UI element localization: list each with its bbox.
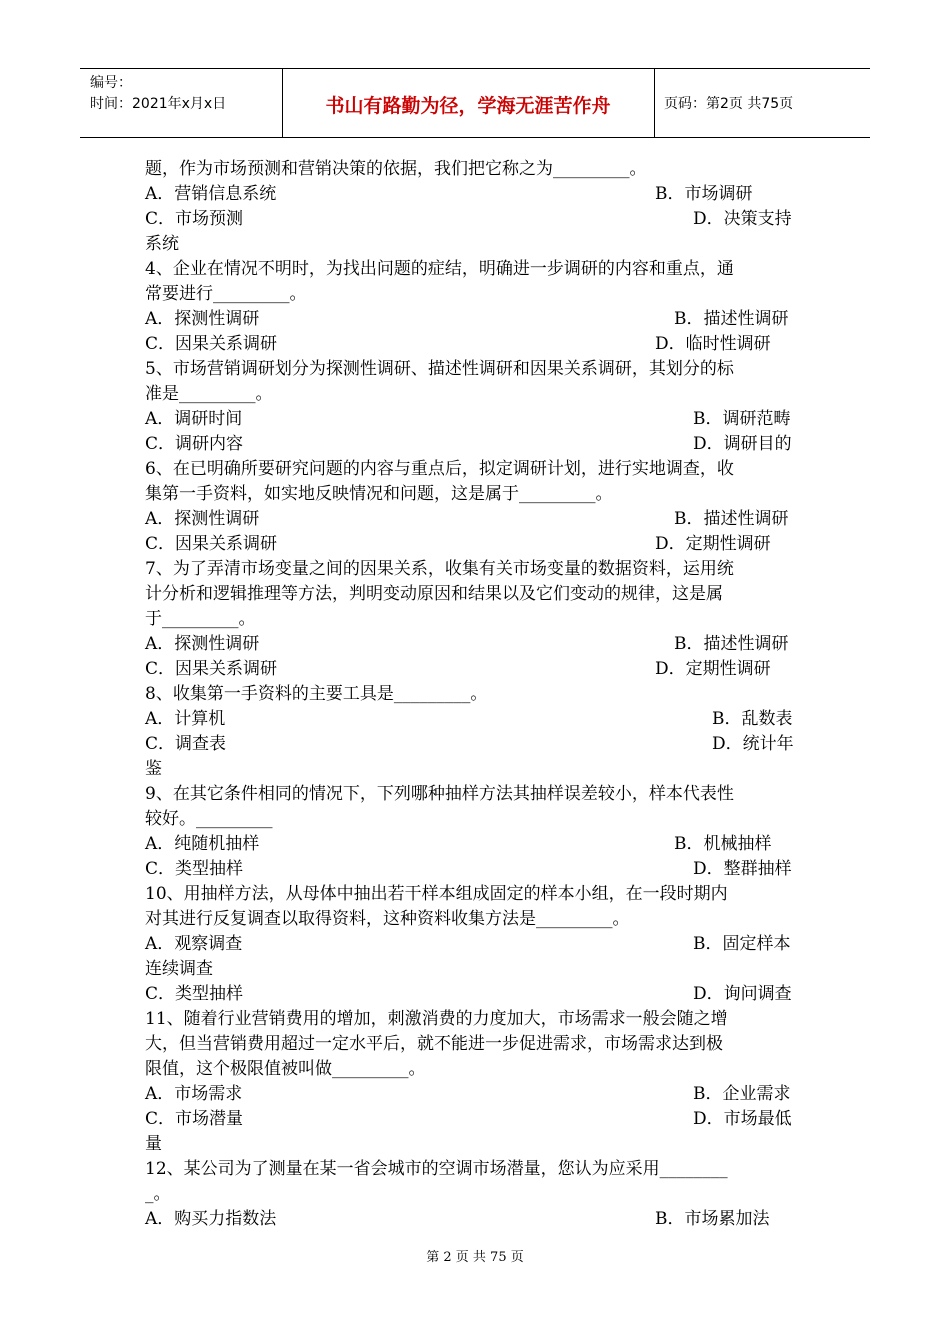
option-b: B．乱数表 bbox=[712, 709, 793, 729]
option-d: D．调研目的 bbox=[693, 434, 792, 454]
question-text: 11、随着行业营销费用的增加，刺激消费的力度加大，市场需求一般会随之增 bbox=[145, 1009, 728, 1029]
option-c: C．类型抽样 bbox=[145, 859, 244, 879]
option-d: D．市场最低 bbox=[693, 1109, 792, 1129]
option-c: C．因果关系调研 bbox=[145, 334, 278, 354]
question-text: 大，但当营销费用超过一定水平后，就不能进一步促进需求，市场需求达到极 bbox=[145, 1034, 723, 1054]
option-a: A．纯随机抽样 bbox=[145, 834, 260, 854]
option-b: B．市场累加法 bbox=[655, 1209, 770, 1229]
option-continuation: 鉴 bbox=[145, 759, 162, 779]
question-text: 4、企业在情况不明时，为找出问题的症结，明确进一步调研的内容和重点，通 bbox=[145, 259, 734, 279]
option-d: D．定期性调研 bbox=[655, 534, 771, 554]
option-d: D．决策支持 bbox=[693, 209, 792, 229]
option-a: A．市场需求 bbox=[145, 1084, 243, 1104]
option-a: A．探测性调研 bbox=[145, 634, 260, 654]
option-a: A．调研时间 bbox=[145, 409, 243, 429]
document-number-label: 编号： bbox=[90, 75, 132, 91]
option-continuation: 量 bbox=[145, 1134, 162, 1154]
question-text: _。 bbox=[145, 1184, 171, 1204]
option-c: C．因果关系调研 bbox=[145, 534, 278, 554]
option-b: B．描述性调研 bbox=[674, 509, 789, 529]
option-b: B．机械抽样 bbox=[674, 834, 772, 854]
option-b: B．描述性调研 bbox=[674, 309, 789, 329]
option-b: B．市场调研 bbox=[655, 184, 753, 204]
document-date: 时间：2021年x月x日 bbox=[90, 96, 227, 112]
option-b: B．企业需求 bbox=[693, 1084, 791, 1104]
option-b: B．调研范畴 bbox=[693, 409, 791, 429]
option-a: A．购买力指数法 bbox=[145, 1209, 277, 1229]
page-footer: 第 2 页 共 75 页 bbox=[426, 1250, 524, 1265]
question-text: 6、在已明确所要研究问题的内容与重点后，拟定调研计划，进行实地调查，收 bbox=[145, 459, 734, 479]
option-a: A．计算机 bbox=[145, 709, 226, 729]
option-c: C．因果关系调研 bbox=[145, 659, 278, 679]
option-c: C．市场潜量 bbox=[145, 1109, 244, 1129]
question-text: 8、收集第一手资料的主要工具是_________。 bbox=[145, 684, 488, 704]
question-text: 计分析和逻辑推理等方法，判明变动原因和结果以及它们变动的规律，这是属 bbox=[145, 584, 723, 604]
option-a: A．观察调查 bbox=[145, 934, 243, 954]
option-continuation: 系统 bbox=[145, 234, 179, 254]
option-c: C．调查表 bbox=[145, 734, 227, 754]
option-d: D．临时性调研 bbox=[655, 334, 771, 354]
question-text: 9、在其它条件相同的情况下，下列哪种抽样方法其抽样误差较小，样本代表性 bbox=[145, 784, 734, 804]
question-text: 12、某公司为了测量在某一省会城市的空调市场潜量，您认为应采用________ bbox=[145, 1159, 728, 1179]
option-d: D．定期性调研 bbox=[655, 659, 771, 679]
header-page-info: 页码：第2页 共75页 bbox=[664, 96, 794, 112]
header-divider bbox=[654, 69, 655, 137]
option-d: D．询问调查 bbox=[693, 984, 792, 1004]
question-text: 准是_________。 bbox=[145, 384, 273, 404]
page-header bbox=[80, 68, 870, 138]
option-d: D．统计年 bbox=[712, 734, 794, 754]
option-c: C．类型抽样 bbox=[145, 984, 244, 1004]
option-c: C．调研内容 bbox=[145, 434, 244, 454]
option-a: A．探测性调研 bbox=[145, 509, 260, 529]
option-a: A．探测性调研 bbox=[145, 309, 260, 329]
question-text: 较好。_________ bbox=[145, 809, 273, 829]
question-text: 对其进行反复调查以取得资料，这种资料收集方法是_________。 bbox=[145, 909, 630, 929]
question-text: 5、市场营销调研划分为探测性调研、描述性调研和因果关系调研，其划分的标 bbox=[145, 359, 734, 379]
question-text: 集第一手资料，如实地反映情况和问题，这是属于_________。 bbox=[145, 484, 613, 504]
question-text: 常要进行_________。 bbox=[145, 284, 307, 304]
header-meta bbox=[90, 73, 226, 115]
question-text: 限值，这个极限值被叫做_________。 bbox=[145, 1059, 426, 1079]
option-b: B．描述性调研 bbox=[674, 634, 789, 654]
option-d: D．整群抽样 bbox=[693, 859, 792, 879]
option-c: C．市场预测 bbox=[145, 209, 244, 229]
question-text: 于_________。 bbox=[145, 609, 256, 629]
option-b: B．固定样本 bbox=[693, 934, 791, 954]
question-text: 题，作为市场预测和营销决策的依据，我们把它称之为_________。 bbox=[145, 159, 647, 179]
header-motto: 书山有路勤为径，学海无涯苦作舟 bbox=[325, 95, 611, 117]
option-a: A．营销信息系统 bbox=[145, 184, 277, 204]
question-text: 7、为了弄清市场变量之间的因果关系，收集有关市场变量的数据资料，运用统 bbox=[145, 559, 734, 579]
option-continuation: 连续调查 bbox=[145, 959, 213, 979]
question-text: 10、用抽样方法，从母体中抽出若干样本组成固定的样本小组，在一段时期内 bbox=[145, 884, 728, 904]
